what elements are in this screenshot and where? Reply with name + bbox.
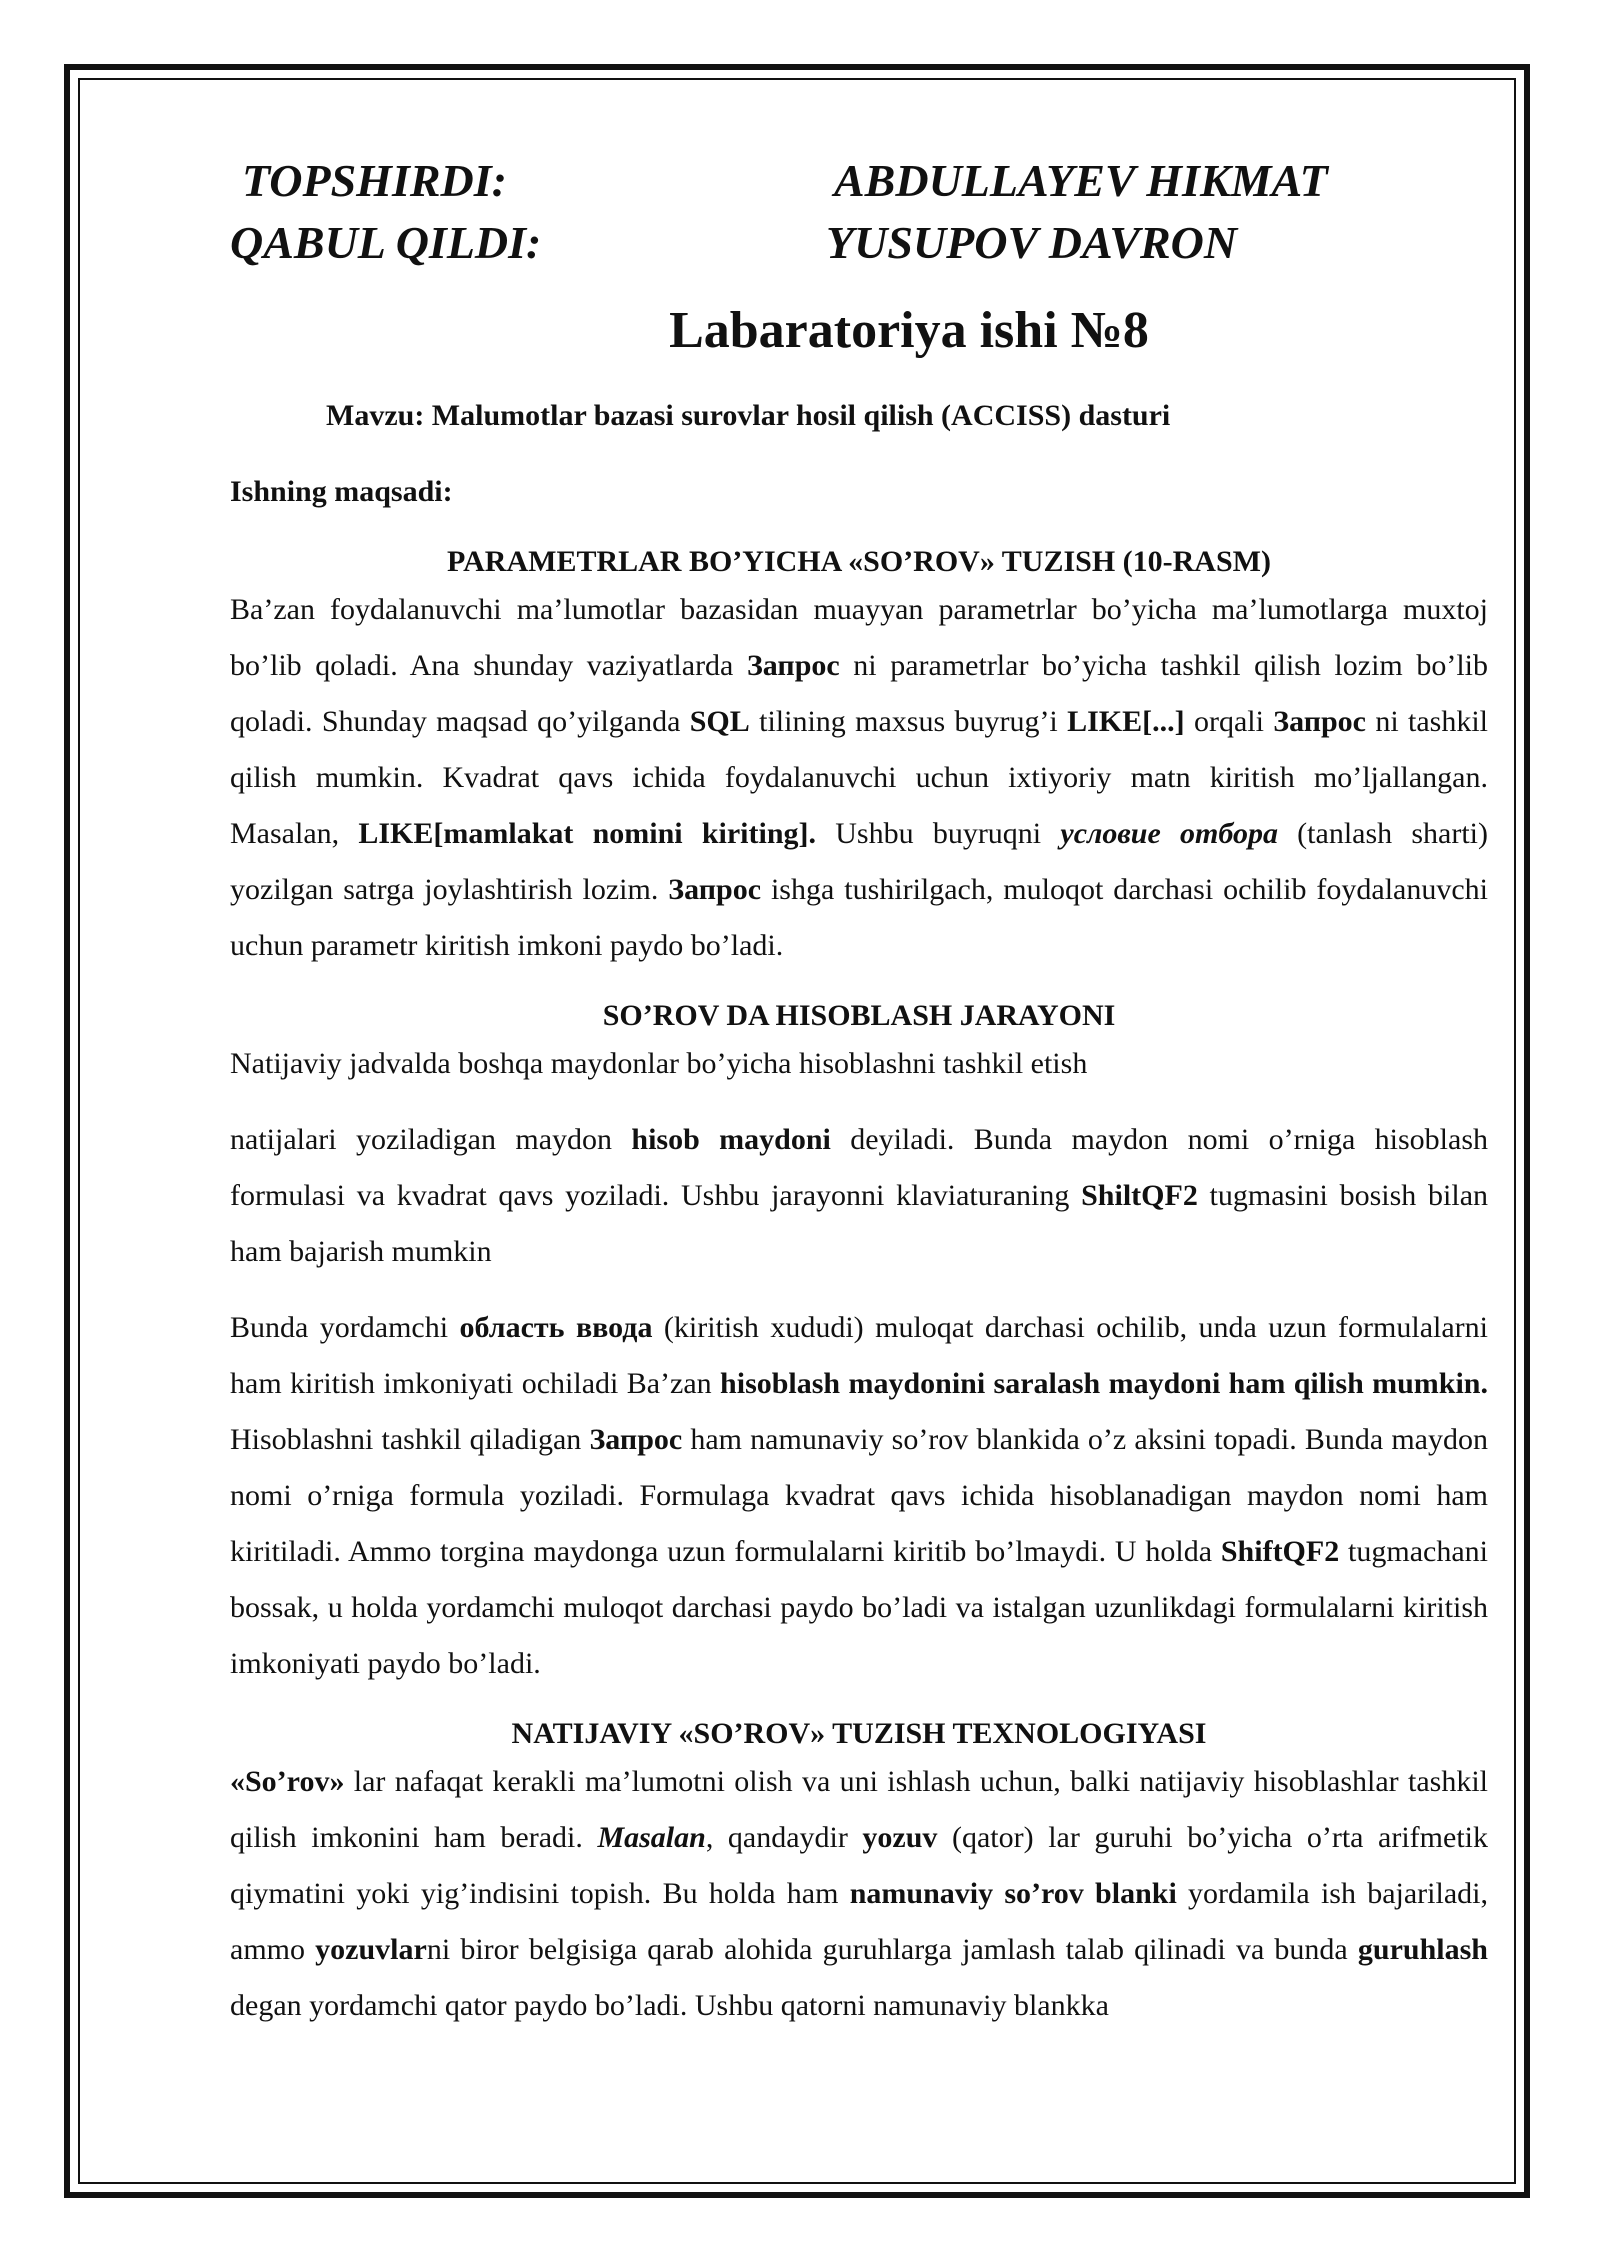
paragraph-parameters: Ba’zan foydalanuvchi ma’lumotlar bazasidan muayyan parametrlar bo’yicha ma’lumotlarga muxtoj bo’lib qoladi. Ana shunday vaziyatlarda Запрос ni parametrlar bo’yicha tashkil qilish lozim bo’lib qoladi. Shunday maqsad qo’yilganda SQL tilining maxsus buyrug’i LIKE[...] orqali Запрос ni tashkil qilish mumkin. Kvadrat qavs ichida foydalanuvchi uchun ixtiyoriy matn kiritish mo’ljallangan. Masalan, LIKE[mamlakat nomini kiriting]. Ushbu buyruqni условие отбора (tanlash sharti) yozilgan satrga joylashtirish lozim. Запрос ishga tushirilgach, muloqot darchasi ochilib foydalanuvchi uchun parametr kiritish imkoni paydo bo’ladi. <box>230 593 1489 962</box>
document-title: Labaratoriya ishi №8 <box>669 302 1149 359</box>
paragraph-calculation-intro: Natijaviy jadvalda boshqa maydonlar bo’yicha hisoblashni tashkil etish <box>230 1047 1088 1080</box>
document-body <box>230 150 1488 2034</box>
section-heading-summary: NATIJAVIY «SO’ROV» TUZISH TEXNOLOGIYASI <box>511 1717 1207 1750</box>
section-heading-calculation: SO’ROV DA HISOBLASH JARAYONI <box>602 999 1116 1032</box>
accepted-name: YUSUPOV DAVRON <box>826 217 1238 268</box>
header-row-accepted <box>230 212 1488 274</box>
header-row-submitted <box>230 150 1488 212</box>
goal-label: Ishning maqsadi: <box>230 475 453 508</box>
paragraph-calculation-field: natijalari yoziladigan maydon hisob maydoni deyiladi. Bunda maydon nomi o’rniga hisoblash formulasi va kvadrat qavs yoziladi. Ushbu jarayonni klaviaturaning ShiltQF2 tugmasini bosish bilan ham bajarish mumkin <box>230 1123 1489 1268</box>
accepted-label: QABUL QILDI: <box>230 217 542 268</box>
paragraph-summary: «So’rov» lar nafaqat kerakli ma’lumotni olish va uni ishlash uchun, balki natijaviy hisoblashlar tashkil qilish imkonini ham beradi. Masalan, qandaydir yozuv (qator) lar guruhi bo’yicha o’rta arifmetik qiymatini yoki yig’indisini topish. Bu holda ham namunaviy so’rov blanki yordamila ish bajariladi, ammo yozuvlarni biror belgisiga qarab alohida guruhlarga jamlash talab qilinadi va bunda guruhlash degan yordamchi qator paydo bo’ladi. Ushbu qatorni namunaviy blankka <box>230 1765 1488 2022</box>
paragraph-calculation-input: Bunda yordamchi область ввода (kiritish xududi) muloqat darchasi ochilib, unda uzun formulalarni ham kiritish imkoniyati ochiladi Ba’zan hisoblash maydonini saralash maydoni ham qilish mumkin. Hisoblashni tashkil qiladigan Запрос ham namunaviy so’rov blankida o’z aksini topadi. Bunda maydon nomi o’rniga formula yoziladi. Formulaga kvadrat qavs ichida hisoblanadigan maydon nomi ham kiritiladi. Ammo torgina maydonga uzun formulalarni kiritib bo’lmaydi. U holda ShiftQF2 tugmachani bossak, u holda yordamchi muloqot darchasi paydo bo’ladi va istalgan uzunlikdagi formulalarni kiritish imkoniyati paydo bo’ladi. <box>230 1311 1489 1680</box>
section-heading-parameters: PARAMETRLAR BO’YICHA «SO’ROV» TUZISH (10-RASM) <box>447 545 1271 578</box>
submitted-label: TOPSHIRDI: <box>242 155 507 206</box>
topic-line: Mavzu: Malumotlar bazasi surovlar hosil qilish (ACCISS) dasturi <box>326 399 1171 432</box>
submitted-name: ABDULLAYEV HIKMAT <box>834 155 1328 206</box>
